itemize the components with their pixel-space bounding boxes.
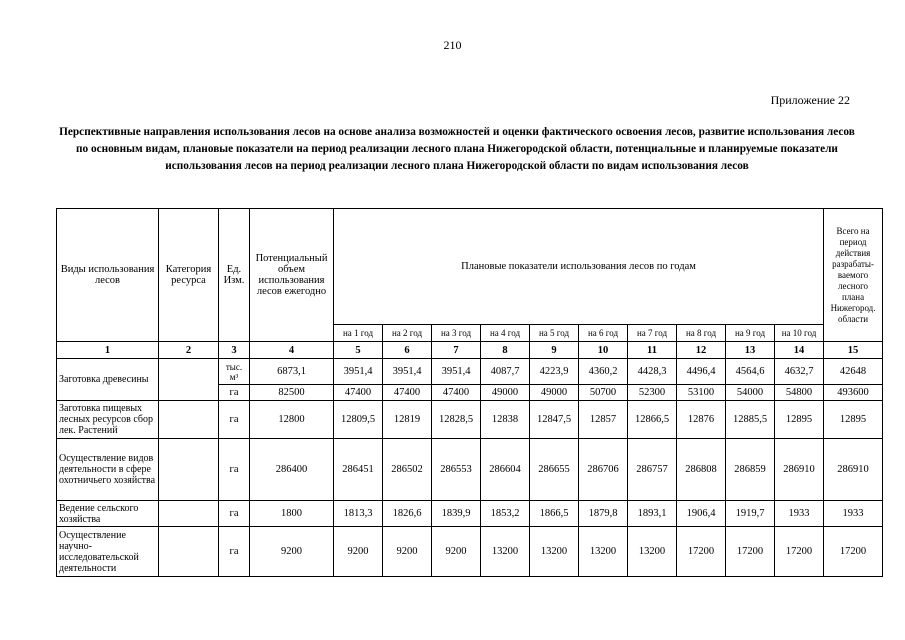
value-cell: 50700 xyxy=(579,385,628,401)
value-cell: 286910 xyxy=(775,439,824,501)
value-cell: 286502 xyxy=(383,439,432,501)
value-cell: 286400 xyxy=(250,439,334,501)
row-category xyxy=(159,501,219,527)
value-cell: 3951,4 xyxy=(383,359,432,385)
value-cell: 4360,2 xyxy=(579,359,628,385)
value-cell: 52300 xyxy=(628,385,677,401)
value-cell: 12828,5 xyxy=(432,401,481,439)
value-cell: 4223,9 xyxy=(530,359,579,385)
value-cell: 13200 xyxy=(481,527,530,577)
row-category xyxy=(159,401,219,439)
column-number: 13 xyxy=(726,342,775,359)
row-unit: га xyxy=(219,527,250,577)
value-cell: 54000 xyxy=(726,385,775,401)
table-row xyxy=(57,527,883,577)
value-cell: 286910 xyxy=(824,439,883,501)
value-cell: 12847,5 xyxy=(530,401,579,439)
value-cell: 4496,4 xyxy=(677,359,726,385)
value-cell: 4428,3 xyxy=(628,359,677,385)
value-cell: 12895 xyxy=(824,401,883,439)
value-cell: 9200 xyxy=(432,527,481,577)
column-number: 5 xyxy=(334,342,383,359)
page-number: 210 xyxy=(443,38,462,52)
value-cell: 3951,4 xyxy=(334,359,383,385)
row-unit: га xyxy=(219,501,250,527)
value-cell: 6873,1 xyxy=(250,359,334,385)
header-year: на 3 год xyxy=(432,325,481,342)
value-cell: 9200 xyxy=(334,527,383,577)
row-unit: га xyxy=(219,401,250,439)
row-unit: га xyxy=(219,439,250,501)
value-cell: 82500 xyxy=(250,385,334,401)
value-cell: 4087,7 xyxy=(481,359,530,385)
row-label: Осуществление научно-исследовательской деятельности xyxy=(57,527,159,577)
header-unit: Ед. Изм. xyxy=(219,209,250,342)
row-unit: га xyxy=(219,385,250,401)
column-number: 2 xyxy=(159,342,219,359)
value-cell: 17200 xyxy=(824,527,883,577)
value-cell: 4632,7 xyxy=(775,359,824,385)
value-cell: 286808 xyxy=(677,439,726,501)
row-category xyxy=(159,359,219,401)
value-cell: 12895 xyxy=(775,401,824,439)
value-cell: 286757 xyxy=(628,439,677,501)
value-cell: 1906,4 xyxy=(677,501,726,527)
value-cell: 1933 xyxy=(775,501,824,527)
value-cell: 9200 xyxy=(250,527,334,577)
value-cell: 17200 xyxy=(677,527,726,577)
header-category: Категория ресурса xyxy=(159,209,219,342)
header-year: на 5 год xyxy=(530,325,579,342)
header-year: на 9 год xyxy=(726,325,775,342)
value-cell: 12857 xyxy=(579,401,628,439)
row-unit: тыс. м³ xyxy=(219,359,250,385)
header-year: на 10 год xyxy=(775,325,824,342)
table-row xyxy=(57,401,883,439)
row-label: Ведение сельского хозяйства xyxy=(57,501,159,527)
value-cell: 13200 xyxy=(530,527,579,577)
value-cell: 1839,9 xyxy=(432,501,481,527)
value-cell: 9200 xyxy=(383,527,432,577)
column-number: 9 xyxy=(530,342,579,359)
value-cell: 1919,7 xyxy=(726,501,775,527)
value-cell: 4564,6 xyxy=(726,359,775,385)
value-cell: 286706 xyxy=(579,439,628,501)
header-year: на 1 год xyxy=(334,325,383,342)
value-cell: 1893,1 xyxy=(628,501,677,527)
value-cell: 1866,5 xyxy=(530,501,579,527)
value-cell: 1813,3 xyxy=(334,501,383,527)
value-cell: 286604 xyxy=(481,439,530,501)
value-cell: 286451 xyxy=(334,439,383,501)
value-cell: 12885,5 xyxy=(726,401,775,439)
table-row xyxy=(57,501,883,527)
header-potential: Потенциальный объем использования лесов ежегодно xyxy=(250,209,334,342)
header-planned: Плановые показатели использования лесов по годам xyxy=(334,209,824,325)
column-number: 6 xyxy=(383,342,432,359)
value-cell: 13200 xyxy=(628,527,677,577)
forest-use-table xyxy=(56,208,883,577)
row-category xyxy=(159,527,219,577)
value-cell: 12819 xyxy=(383,401,432,439)
appendix-label: Приложение 22 xyxy=(770,93,850,107)
value-cell: 47400 xyxy=(383,385,432,401)
header-total: Всего на период действия разрабаты-ваемого лесного плана Нижегород. области xyxy=(824,209,883,342)
row-label: Заготовка пищевых лесных ресурсов сбор лек. Растений xyxy=(57,401,159,439)
value-cell: 47400 xyxy=(432,385,481,401)
row-label: Осуществление видов деятельности в сфере охотничьего хозяйства xyxy=(57,439,159,501)
value-cell: 12809,5 xyxy=(334,401,383,439)
value-cell: 17200 xyxy=(775,527,824,577)
header-year: на 8 год xyxy=(677,325,726,342)
table-row xyxy=(57,359,883,385)
header-year: на 6 год xyxy=(579,325,628,342)
document-title: Перспективные направления использования лесов на основе анализа возможностей и оценки фактического освоения лесов, развитие использования лесов по основным видам, плановые показатели на период реализации лесного плана Нижегородской области, потенциальные и планируемые показатели использования лесов на период реализации лесного плана Нижегородской области по видам использования лесов xyxy=(59,126,855,172)
value-cell: 286859 xyxy=(726,439,775,501)
value-cell: 12866,5 xyxy=(628,401,677,439)
column-number: 3 xyxy=(219,342,250,359)
value-cell: 53100 xyxy=(677,385,726,401)
value-cell: 1933 xyxy=(824,501,883,527)
column-number: 12 xyxy=(677,342,726,359)
column-number: 15 xyxy=(824,342,883,359)
value-cell: 286655 xyxy=(530,439,579,501)
value-cell: 47400 xyxy=(334,385,383,401)
column-number: 4 xyxy=(250,342,334,359)
column-number: 8 xyxy=(481,342,530,359)
column-number: 14 xyxy=(775,342,824,359)
column-number: 10 xyxy=(579,342,628,359)
column-number: 11 xyxy=(628,342,677,359)
header-kinds: Виды использования лесов xyxy=(57,209,159,342)
column-number-row xyxy=(57,342,883,359)
value-cell: 1800 xyxy=(250,501,334,527)
value-cell: 12838 xyxy=(481,401,530,439)
header-year: на 2 год xyxy=(383,325,432,342)
value-cell: 12876 xyxy=(677,401,726,439)
value-cell: 1879,8 xyxy=(579,501,628,527)
value-cell: 12800 xyxy=(250,401,334,439)
value-cell: 49000 xyxy=(481,385,530,401)
value-cell: 1853,2 xyxy=(481,501,530,527)
value-cell: 1826,6 xyxy=(383,501,432,527)
column-number: 7 xyxy=(432,342,481,359)
value-cell: 42648 xyxy=(824,359,883,385)
value-cell: 493600 xyxy=(824,385,883,401)
table-row xyxy=(57,439,883,501)
column-number: 1 xyxy=(57,342,159,359)
value-cell: 49000 xyxy=(530,385,579,401)
value-cell: 3951,4 xyxy=(432,359,481,385)
row-category xyxy=(159,439,219,501)
header-year: на 7 год xyxy=(628,325,677,342)
value-cell: 54800 xyxy=(775,385,824,401)
row-label: Заготовка древесины xyxy=(57,359,159,401)
value-cell: 13200 xyxy=(579,527,628,577)
value-cell: 17200 xyxy=(726,527,775,577)
header-year: на 4 год xyxy=(481,325,530,342)
value-cell: 286553 xyxy=(432,439,481,501)
